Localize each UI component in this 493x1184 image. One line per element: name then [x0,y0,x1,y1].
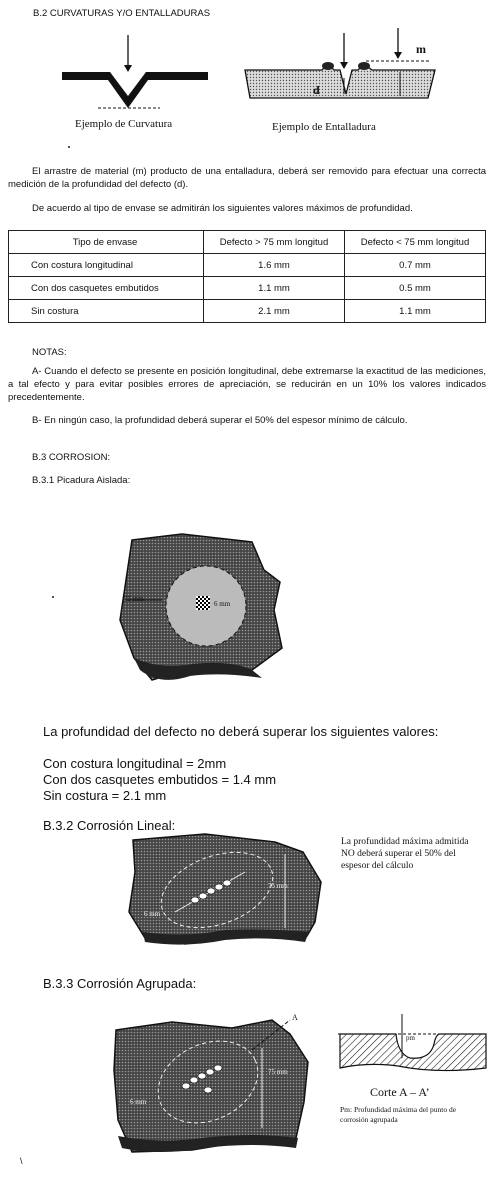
table-header-row [9,231,486,254]
pitting-figure [112,530,292,690]
table-cell: 0.7 mm [345,254,486,277]
section-heading-b2: B.2 CURVATURAS Y/O ENTALLADURAS [33,8,211,19]
table-cell: 0.5 mm [345,277,486,300]
table-row [9,277,486,300]
footer-mark: \ [20,1156,23,1166]
linear-label-75: 75 mm [268,882,288,890]
notch-plate [245,64,435,98]
pitting-point [196,596,210,610]
linear-note: La profundidad máxima admitida NO deberá superar el 50% del espesor del cálculo [341,837,469,871]
table-cell: 1.1 mm [345,300,486,323]
table-row [9,300,486,323]
limit-longitudinal: Con costura longitudinal = 2mm [43,756,227,771]
depth-limits-table [8,230,486,323]
paragraph-material: El arrastre de material (m) producto de una entalladura, deberá ser removido para efectuar una correcta medición de la profundidad del defecto (d). [8,166,486,190]
table-cell: Con dos casquetes embutidos [9,277,204,300]
table-cell: 1.1 mm [204,277,345,300]
table-header-cell: Defecto > 75 mm longitud [204,231,345,254]
table-header-cell: Defecto < 75 mm longitud [345,231,486,254]
speck [52,596,54,598]
curvature-arrowhead [124,65,132,72]
notch-arrowhead [340,62,348,69]
limit-seamless: Sin costura = 2.1 mm [43,788,167,803]
note-b: B- En ningún caso, la profundidad deberá superar el 50% del espesor mínimo de cálculo. [32,415,408,426]
table-header-cell: Tipo de envase [9,231,204,254]
grouped-label-a: A [292,1013,298,1022]
notch-d-label: d [313,83,320,97]
table-cell: Sin costura [9,300,204,323]
linear-corrosion-figure [125,832,325,950]
notch-caption: Ejemplo de Entalladura [272,121,376,133]
linear-plate [129,834,321,944]
table-cell: 1.6 mm [204,254,345,277]
section-aa-figure [338,1014,488,1079]
table-cell: 2.1 mm [204,300,345,323]
section-caption: Corte A – A’ [370,1085,430,1099]
curvature-plate [62,72,208,108]
section-pm-label: pm [406,1034,415,1042]
pitting-label-6: 6 mm [214,600,231,608]
subheading-pitting: B.3.1 Picadura Aislada: [32,475,131,486]
grouped-corrosion-figure [112,1010,312,1155]
notch-m-arrowhead [394,52,402,59]
table-row [9,254,486,277]
curvature-figure [60,30,210,120]
section-heading-b3: B.3 CORROSION: [32,452,111,463]
limit-two-caps: Con dos casquetes embutidos = 1.4 mm [43,772,277,787]
notch-figure [240,28,440,118]
grouped-plate [114,1020,308,1152]
pm-note: Pm: Profundidad máxima del punto de corrosión agrupada [340,1105,457,1124]
speck [68,146,70,148]
notch-material-left [322,62,334,70]
notes-heading: NOTAS: [32,347,67,358]
subheading-linear: B.3.2 Corrosión Lineal: [43,818,176,833]
notch-m-label: m [416,42,426,56]
pitting-label-75: 75 mm [124,595,144,603]
curvature-caption: Ejemplo de Curvatura [75,118,173,130]
note-a: A- Cuando el defecto se presente en posición longitudinal, debe extremarse la exactitud de las mediciones, a tal efecto y para evitar posibles errores de apreciación, se reducirán en un 10% los valores indicados precedentemente. [8,366,486,403]
table-cell: Con costura longitudinal [9,254,204,277]
subheading-grouped: B.3.3 Corrosión Agrupada: [43,976,197,991]
notch-material-right [358,62,370,70]
linear-label-6: 6 mm [144,910,161,918]
grouped-label-75: 75 mm [268,1068,288,1076]
limits-title: La profundidad del defecto no deberá superar los siguientes valores: [43,724,439,739]
grouped-label-6: 6 mm [130,1098,147,1106]
paragraph-values-intro: De acuerdo al tipo de envase se admitirán los siguientes valores máximos de profundidad. [32,203,413,214]
